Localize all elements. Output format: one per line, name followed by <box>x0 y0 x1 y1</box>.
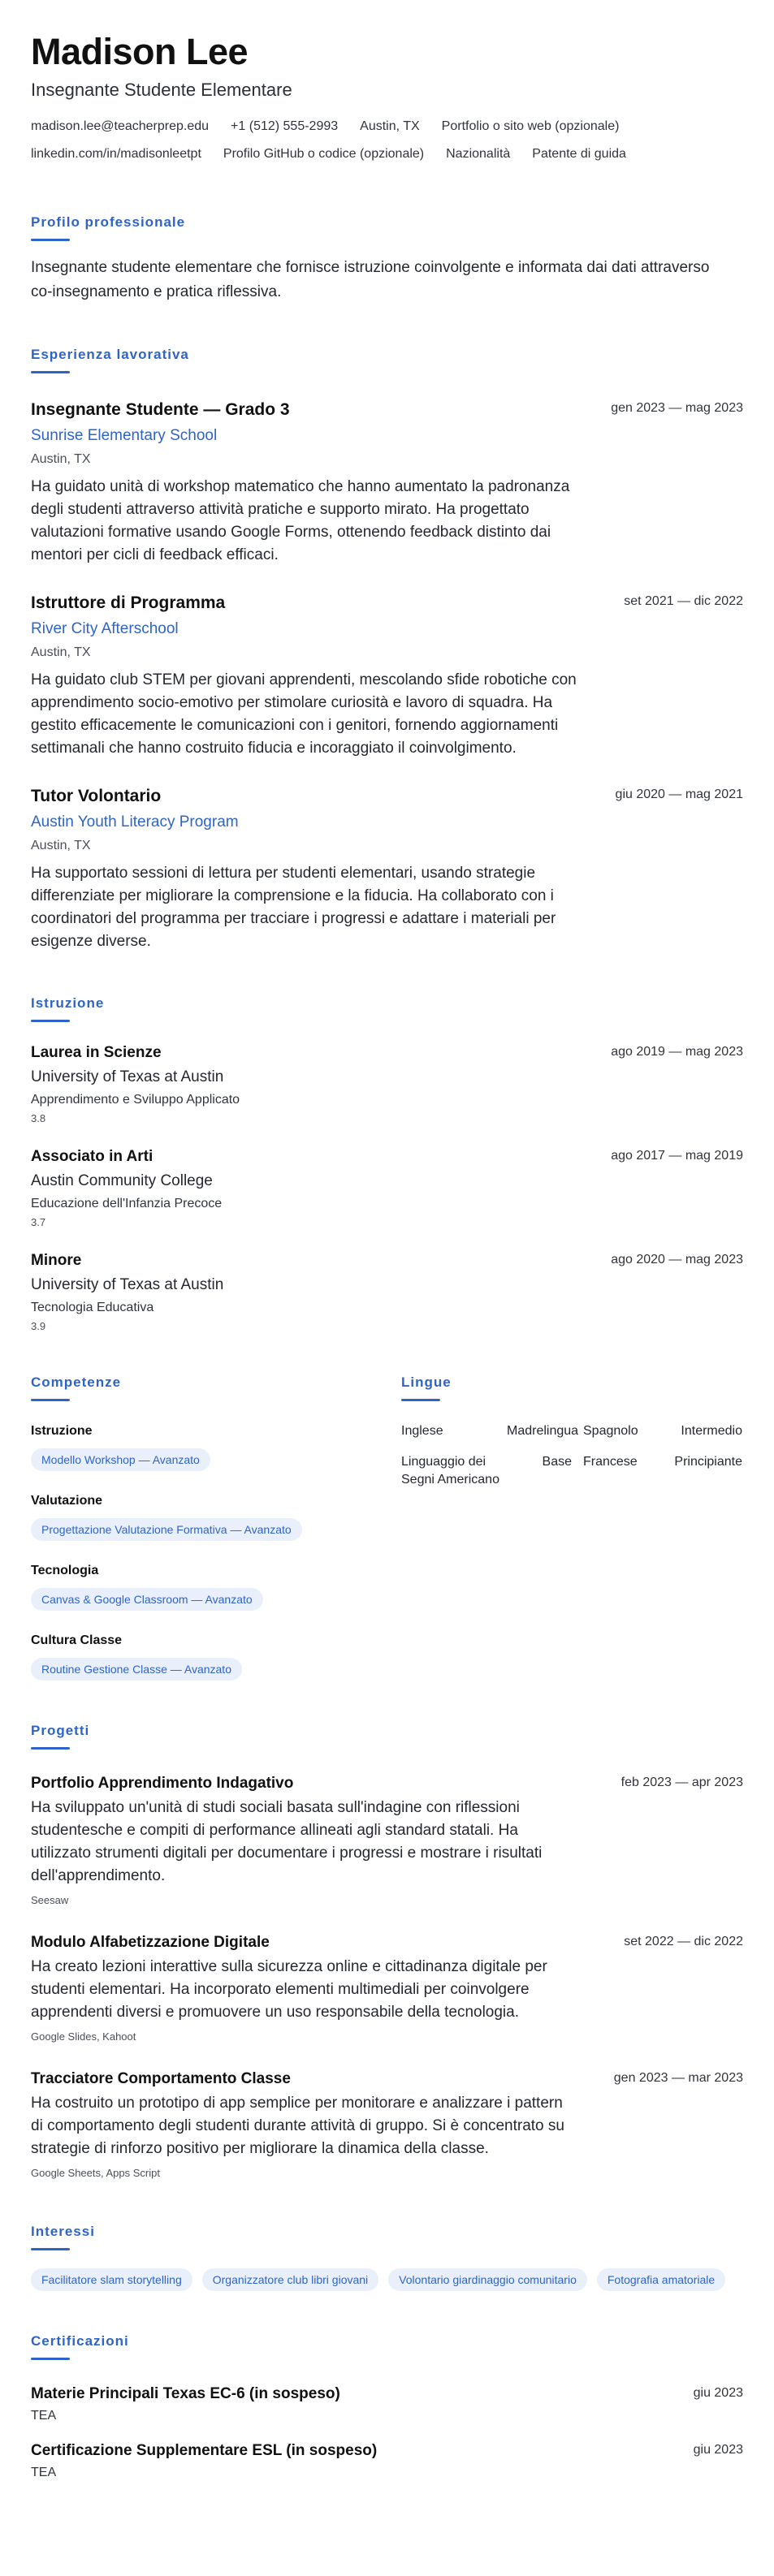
contact-portfolio[interactable]: Portfolio o sito web (opzionale) <box>441 119 620 133</box>
experience-section <box>31 345 743 953</box>
interest-pill: Fotografia amatoriale <box>597 2268 725 2291</box>
profile-section <box>31 213 743 304</box>
education-date: ago 2020 — mag 2023 <box>611 1253 743 1266</box>
education-field: Tecnologia Educativa <box>31 1301 154 1314</box>
experience-entry <box>31 398 743 567</box>
contact-nationality: Nazionalità <box>446 147 511 161</box>
experience-location: Austin, TX <box>31 452 91 466</box>
education-field: Educazione dell'Infanzia Precoce <box>31 1197 223 1210</box>
contact-location: Austin, TX <box>360 119 420 133</box>
skill-pill: Canvas & Google Classroom — Avanzato <box>31 1588 263 1611</box>
section-title-profile: Profilo professionale <box>31 214 186 230</box>
experience-date: set 2021 — dic 2022 <box>624 594 743 608</box>
project-description: Ha costruito un prototipo di app semplice per monitorare e analizzare i pattern di comportamento degli studenti durante attività di gruppo. Si è concentrato su strategie di rinforzo positivo per migliorare la dinamica della classe. <box>31 2095 564 2157</box>
project-entry <box>31 2068 743 2181</box>
education-entry <box>31 1042 743 1126</box>
certification-issuer: TEA <box>31 2466 57 2479</box>
project-title: Tracciatore Comportamento Classe <box>31 2070 291 2087</box>
project-entry <box>31 1931 743 2045</box>
profile-summary: Insegnante studente elementare che fornisce istruzione coinvolgente e informata dai dati attraverso co-insegnamento e pratica riflessiva. <box>31 259 710 300</box>
section-divider <box>31 239 70 241</box>
section-title-certifications: Certificazioni <box>31 2333 129 2349</box>
contact-list <box>31 117 746 164</box>
section-divider <box>31 2248 70 2250</box>
section-title-languages: Lingue <box>401 1374 452 1390</box>
education-section <box>31 994 743 1334</box>
experience-location: Austin, TX <box>31 645 91 659</box>
skill-pill: Modello Workshop — Avanzato <box>31 1448 210 1471</box>
project-tools: Seesaw <box>31 1894 69 1906</box>
education-school: University of Texas at Austin <box>31 1068 224 1085</box>
candidate-role: Insegnante Studente Elementare <box>31 80 292 100</box>
education-gpa: 3.8 <box>31 1112 46 1124</box>
education-degree: Laurea in Scienze <box>31 1044 162 1061</box>
skill-pill: Routine Gestione Classe — Avanzato <box>31 1658 242 1681</box>
language-level: Madrelingua <box>507 1424 579 1438</box>
skill-group <box>31 1422 348 1471</box>
projects-section <box>31 1721 743 2181</box>
education-degree: Minore <box>31 1252 82 1269</box>
section-title-interests: Interessi <box>31 2224 95 2239</box>
project-description: Ha sviluppato un'unità di studi sociali basata sull'indagine con riflessioni studentesche e compiti di performance allineati agli standard statali. Ha utilizzato strumenti digitali per documentare i progressi e mostrare i risultati dell'apprendimento. <box>31 1799 543 1884</box>
section-divider <box>31 1020 70 1022</box>
experience-description: Ha guidato unità di workshop matematico che hanno aumentato la padronanza degli studenti attraverso attività pratiche e supporto mirato. Ha progettato valutazioni formative usando Google Forms, ottenendo feedback distinto dai mentori per cicli di feedback efficaci. <box>31 478 570 563</box>
interest-pill: Facilitatore slam storytelling <box>31 2268 192 2291</box>
project-tools: Google Sheets, Apps Script <box>31 2167 160 2179</box>
section-divider <box>31 2358 70 2360</box>
education-entry <box>31 1249 743 1334</box>
project-date: set 2022 — dic 2022 <box>624 1935 743 1948</box>
contact-email[interactable]: madison.lee@teacherprep.edu <box>31 119 210 133</box>
resume-header <box>31 29 743 164</box>
interest-pill: Organizzatore club libri giovani <box>202 2268 378 2291</box>
languages-column <box>401 1373 742 1681</box>
language-level: Base <box>542 1455 572 1469</box>
education-field: Apprendimento e Sviluppo Applicato <box>31 1093 240 1107</box>
project-entry <box>31 1772 743 1909</box>
section-title-skills: Competenze <box>31 1374 122 1390</box>
skills-column <box>31 1373 348 1681</box>
experience-organization: Sunrise Elementary School <box>31 427 218 444</box>
experience-organization: River City Afterschool <box>31 620 179 637</box>
interests-section <box>31 2222 743 2291</box>
experience-title: Insegnante Studente — Grado 3 <box>31 400 290 419</box>
language-name: Linguaggio dei Segni Americano <box>401 1455 499 1486</box>
certification-date: giu 2023 <box>693 2386 743 2400</box>
section-divider <box>401 1399 440 1401</box>
languages-grid <box>401 1422 742 1489</box>
experience-title: Istruttore di Programma <box>31 593 226 612</box>
education-gpa: 3.9 <box>31 1320 46 1332</box>
certification-date: giu 2023 <box>693 2443 743 2457</box>
contact-phone[interactable]: +1 (512) 555-2993 <box>231 119 339 133</box>
candidate-name: Madison Lee <box>31 31 249 72</box>
skill-group-name: Istruzione <box>31 1424 93 1438</box>
certification-entry <box>31 2383 743 2425</box>
experience-description: Ha guidato club STEM per giovani apprendenti, mescolando sfide robotiche con apprendimento socio-emotivo per stimolare curiosità e lavoro di squadra. Ha gestito efficacemente le comunicazioni con i genitori, fornendo aggiornamenti settimanali che hanno costruito fiducia e incoraggiato il coinvolgimento. <box>31 671 577 757</box>
project-title: Modulo Alfabetizzazione Digitale <box>31 1934 270 1951</box>
experience-date: gen 2023 — mag 2023 <box>611 401 743 415</box>
section-title-experience: Esperienza lavorativa <box>31 347 189 362</box>
interests-list <box>31 2268 729 2291</box>
language-name: Spagnolo <box>583 1424 638 1438</box>
language-level: Intermedio <box>681 1424 742 1438</box>
education-entry <box>31 1146 743 1230</box>
experience-date: giu 2020 — mag 2021 <box>615 787 743 801</box>
section-divider <box>31 1747 70 1750</box>
experience-organization: Austin Youth Literacy Program <box>31 813 239 831</box>
education-degree: Associato in Arti <box>31 1148 154 1165</box>
certification-title: Materie Principali Texas EC-6 (in sospeso) <box>31 2385 340 2402</box>
education-school: Austin Community College <box>31 1172 213 1189</box>
skill-group-name: Cultura Classe <box>31 1633 123 1647</box>
certifications-section <box>31 2332 743 2482</box>
section-title-projects: Progetti <box>31 1723 90 1738</box>
project-date: feb 2023 — apr 2023 <box>620 1776 743 1789</box>
education-date: ago 2017 — mag 2019 <box>611 1149 743 1163</box>
education-school: University of Texas at Austin <box>31 1276 224 1293</box>
certification-entry <box>31 2440 743 2482</box>
language-level: Principiante <box>674 1455 742 1469</box>
certification-title: Certificazione Supplementare ESL (in sospeso) <box>31 2442 378 2459</box>
education-gpa: 3.7 <box>31 1216 46 1228</box>
section-title-education: Istruzione <box>31 995 105 1011</box>
skills-languages-section <box>31 1373 743 1681</box>
skill-group <box>31 1632 348 1681</box>
section-divider <box>31 1399 70 1401</box>
experience-description: Ha supportato sessioni di lettura per studenti elementari, usando strategie differenziate per migliorare la comprensione e la fiducia. Ha collaborato con i coordinatori del programma per tracciare i progressi e adattare i materiali per esigenze diverse. <box>31 865 556 950</box>
skill-pill: Progettazione Valutazione Formativa — Avanzato <box>31 1518 302 1541</box>
skill-group <box>31 1562 348 1611</box>
project-tools: Google Slides, Kahoot <box>31 2030 136 2043</box>
section-divider <box>31 371 70 373</box>
experience-title: Tutor Volontario <box>31 787 162 805</box>
skill-group-name: Tecnologia <box>31 1564 99 1577</box>
language-name: Francese <box>583 1455 638 1469</box>
interest-pill: Volontario giardinaggio comunitario <box>388 2268 587 2291</box>
skill-group <box>31 1492 348 1541</box>
experience-entry <box>31 784 743 953</box>
language-name: Inglese <box>401 1424 443 1438</box>
skill-group-name: Valutazione <box>31 1494 103 1508</box>
experience-location: Austin, TX <box>31 839 91 852</box>
certification-issuer: TEA <box>31 2409 57 2423</box>
contact-github[interactable]: Profilo GitHub o codice (opzionale) <box>223 147 425 161</box>
project-title: Portfolio Apprendimento Indagativo <box>31 1775 294 1792</box>
project-description: Ha creato lezioni interattive sulla sicurezza online e cittadinanza digitale per studenti elementari. Ha incorporato elementi multimediali per coinvolgere apprendenti diversi e promuovere un uso responsabile della tecnologia. <box>31 1958 547 2021</box>
contact-linkedin[interactable]: linkedin.com/in/madisonleetpt <box>31 147 201 161</box>
education-date: ago 2019 — mag 2023 <box>611 1045 743 1059</box>
experience-entry <box>31 591 743 760</box>
contact-driving-license: Patente di guida <box>532 147 626 161</box>
project-date: gen 2023 — mar 2023 <box>613 2071 743 2085</box>
